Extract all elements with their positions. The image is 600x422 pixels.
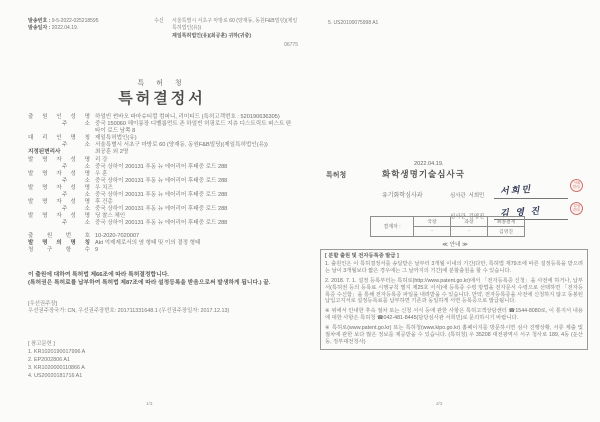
dispatch-date-label: 발송일자 : bbox=[28, 25, 51, 31]
reference-item-continued: 5. US20100075998 A1 bbox=[328, 20, 379, 26]
field-claim-count: 청 구 항 수 9 bbox=[28, 246, 99, 253]
approval-header-manager: 과장 bbox=[451, 217, 488, 227]
reference-item: 2. EP2002806 A1 bbox=[28, 357, 70, 363]
field-agent-address: 주 소 서울특별시 서초구 마방로 60 (양재동, 동원F&B빌딩)(제일특허법인(유)) bbox=[62, 142, 268, 149]
agency-name: 특허청 bbox=[326, 172, 347, 179]
approval-label: 결재자 : bbox=[371, 217, 414, 237]
recipient-name: 제일특허법인(유)(최공훈) 귀하(귀중) bbox=[172, 33, 252, 39]
field-designated-attorney: 지정된변리사 최공훈 외 2명 bbox=[28, 149, 129, 156]
field-applicant-name: 출 원 인 성 명 하얼빈 썬바오 파마슈티컬 컴퍼니, 리미티드 (특허고객번호 : 520190636305) bbox=[28, 114, 280, 120]
approval-value-manager: - bbox=[451, 227, 488, 237]
references-section bbox=[28, 340, 296, 380]
page-number: 1/3 bbox=[146, 401, 153, 406]
examination-bureau-page bbox=[318, 18, 592, 408]
approval-header-final: 최종결재 bbox=[488, 217, 525, 227]
page-number: 2/3 bbox=[436, 401, 443, 406]
field-application-number: 출 원 번 호 10-2020-7020007 bbox=[28, 232, 140, 239]
reference-item: 3. KR1020000110866 A bbox=[28, 365, 85, 371]
reference-item: 4. US20020181716 A1 bbox=[28, 373, 83, 379]
recipient-body bbox=[172, 18, 298, 49]
priority-header: [우선권주장] bbox=[28, 301, 58, 307]
recipient-label: 수신 bbox=[154, 18, 164, 24]
decision-line2: (특허권은 특허료를 납부하여 특허법 제87조에 따라 설정등록을 받음으로써 발생하게 됩니다.) 끝. bbox=[28, 279, 271, 286]
field-inventor-name: 발 명 자 성 명 우 치즈 bbox=[28, 184, 113, 191]
field-invention-title: 발 명 의 명 칭 Akt 억제제로서의 염 형태 및 이의 결정 형태 bbox=[28, 239, 201, 246]
field-inventor-name: 발 명 자 성 명 리 강 bbox=[28, 156, 108, 163]
examiner-seal-stamp-icon: 서희민印 bbox=[569, 178, 584, 193]
notice-title: ≪ 안내 ≫ bbox=[442, 242, 468, 248]
approval-table bbox=[370, 216, 525, 237]
notice-heading: [ 분할 출원 및 전자등록증 발급 ] bbox=[325, 253, 399, 259]
references-header: [ 참고문헌 ] bbox=[28, 341, 55, 347]
examiner-name: 김영진 bbox=[468, 214, 485, 220]
field-applicant-address: 주 소 중국 150060 헤이룽장 디벨롭먼트 존 하얼빈 허핑로드 지츄 디스트릭트 퍼스트 딴타이 로드 남쪽 8 bbox=[62, 121, 292, 135]
notice-item: 1. 출원인은 이 특허결정서를 송달받은 날부터 3개월 이내의 기간(다만, 특허법 제79조에 따른 설정등록을 받으려는 날이 3개월보다 짧은 경우에는 그 날까지의 기간)에 분할출원을 할 수 있습니다. bbox=[325, 260, 583, 274]
recipient-address: 서울특별시 서초구 마방로 60 (양재동, 동원F&B빌딩)(제일특허법인(유)) bbox=[172, 18, 298, 31]
dispatch-number-label: 발송번호 : bbox=[28, 18, 51, 24]
examiner-role: 심사관 bbox=[450, 214, 466, 220]
dispatch-number-row bbox=[28, 18, 98, 25]
decision-line1: 이 출원에 대하여 특허법 제66조에 따라 특허결정합니다. bbox=[28, 272, 169, 278]
priority-line: 우선권주장국가: CN, 우선권주장번호: 201711331648.1 (우선권주장일자: 2017.12.13) bbox=[28, 308, 230, 314]
examiner-name: 서희민 bbox=[468, 193, 485, 199]
approval-value-director: - bbox=[414, 227, 451, 237]
decision-statement bbox=[28, 272, 296, 287]
approval-header-director: 국장 bbox=[414, 217, 451, 227]
field-inventor-name: 발 명 자 성 명 딩 찰스 체인 bbox=[28, 213, 126, 220]
examiner-seal-stamp-icon: 김영진印 bbox=[569, 201, 584, 216]
field-inventor-address: 주 소 중국 상하이 200131 푸동 뉴 에어리어 후태중 로드 288 bbox=[62, 206, 228, 213]
priority-claim-section bbox=[28, 301, 296, 315]
decision-date: 2022.04.19. bbox=[414, 161, 444, 167]
bureau-name: 화학생명기술심사국 bbox=[382, 169, 465, 179]
dispatch-number-value: 9-5-2022-025218595 bbox=[51, 18, 99, 24]
field-inventor-address: 주 소 중국 상하이 200131 푸동 뉴 에어리어 후태중 로드 288 bbox=[62, 192, 228, 199]
field-inventor-name: 발 명 자 성 명 우 훈 bbox=[28, 170, 108, 177]
dispatch-date-value: 2022.04.19. bbox=[51, 25, 79, 31]
recipient-code: 06775 bbox=[284, 42, 298, 48]
examiner-role: 심사관 bbox=[450, 193, 466, 199]
patent-decision-page bbox=[28, 18, 296, 408]
dispatch-date-row bbox=[28, 25, 98, 32]
recipient-block bbox=[154, 18, 298, 49]
bibliographic-fields bbox=[28, 114, 296, 254]
agency-name: 특 허 청 bbox=[137, 80, 187, 87]
dispatch-info bbox=[28, 18, 98, 32]
examiner-signature: 서희민 bbox=[499, 183, 533, 197]
division-name: 유기화학심사과 bbox=[382, 193, 423, 199]
reference-item: 1. KR1020190017996 A bbox=[28, 349, 86, 355]
field-inventor-address: 주 소 중국 상하이 200131 푸동 뉴 에어리어 후태중 로드 288 bbox=[62, 177, 228, 184]
field-inventor-name: 발 명 자 성 명 후 건총 bbox=[28, 199, 113, 206]
notice-item: 2. 2018. 7. 1. 설정 등록부터는 특허로(http://www.patent.go.kr)에서 「전자등록증 신청」을 사전에 하거나, 납부서(특허권 등의 등록료 시행규칙 별지 제25호 서식)에 등록증 수령 방법을 전자문서 수령으로 선택하면 「전자등록증 수신함」을 통해 전자등록증 파일을 내려받을 수 있습니다. 만약, 전자등록증을 사전에 신청하지 않고 동봉된 납입고지서로 설정등록료를 납부하면 기존과 동일하게 서면 등록증으로 발급됩니다. bbox=[325, 277, 583, 305]
approval-value-final: 김영진 bbox=[488, 227, 525, 237]
notice-box bbox=[320, 249, 588, 350]
examiner-signature: 김 영 진 bbox=[499, 205, 542, 219]
field-inventor-address: 주 소 중국 상하이 200131 푸동 뉴 에어리어 후태중 로드 288 bbox=[62, 163, 228, 170]
examiner-row bbox=[450, 191, 484, 199]
field-agent-name: 대 리 인 명 칭 제일특허법인(유) bbox=[28, 135, 137, 142]
document-title: 특허결정서 bbox=[118, 90, 206, 107]
field-inventor-address: 주 소 중국 상하이 200131 푸동 뉴 에어리어 후태중 로드 288 bbox=[62, 220, 228, 227]
notice-note: ※ 특허로(www.patent.go.kr) 또는 특허청(www.kipo.go.kr) 홈페이지를 방문하시면 심사 진행상황, 서류 제출 및 절차에 관한 보다 많은 정보를 제공받을 수 있습니다. (특허청) 우 35208 대전광역시 서구 청사로 189, 4동 (둔산동, 정부대전청사) bbox=[325, 325, 583, 345]
notice-note: ※ 위에서 안내한 후속 절차 또는 신청 서식 등에 관한 사항은 특허고객상담센터 ☎1544-8080로, 이 통지서 내용에 대한 사항은 특허청 ☎042-481-8445(담당심사관 서희민)로 문의하시기 바랍니다. bbox=[325, 308, 583, 322]
